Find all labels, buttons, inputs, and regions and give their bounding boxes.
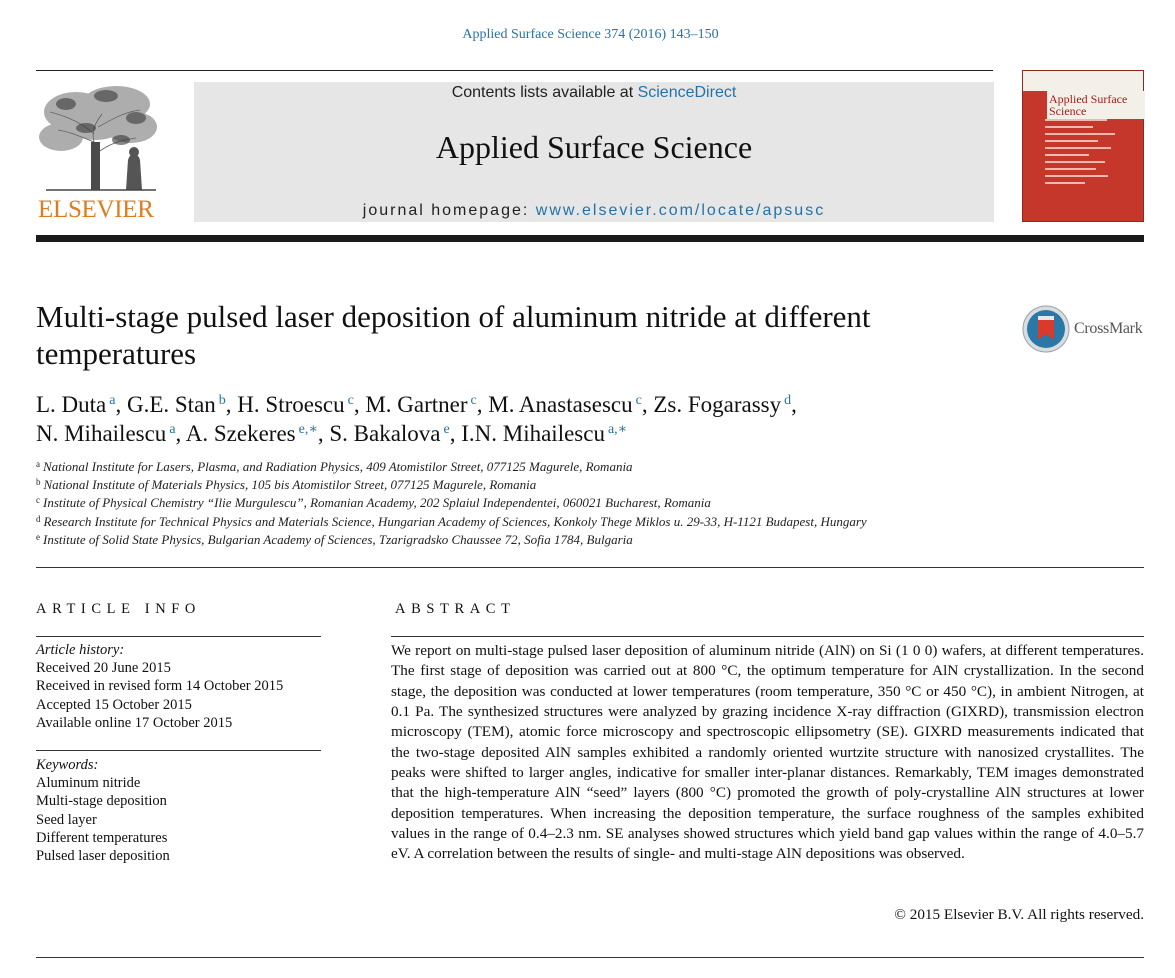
affiliation: $^d$ Research Institute for Technical Physics and Materials Science, Hungarian Academy of Sciences, Konkoly Thege Miklos u. 29-33, H-1121 Budapest, Hungary (36, 513, 867, 529)
journal-banner (194, 82, 994, 222)
homepage-prefix: journal homepage: (362, 202, 536, 219)
keyword: Aluminum nitride (36, 775, 141, 792)
cover-title: Applied Surface Science (1047, 91, 1145, 119)
affiliation: $^a$ National Institute for Lasers, Plasma, and Radiation Physics, 409 Atomistilor Street, 077125 Magurele, Romania (36, 459, 633, 474)
crossmark-icon[interactable] (1021, 304, 1071, 354)
keywords-rule (36, 750, 321, 751)
header-rule (36, 70, 993, 71)
keyword: Pulsed laser deposition (36, 848, 170, 865)
copyright-notice: © 2015 Elsevier B.V. All rights reserved. (894, 906, 1144, 923)
abstract-heading: ABSTRACT (395, 601, 516, 617)
homepage-line (194, 202, 994, 220)
article-title: Multi-stage pulsed laser deposition of aluminum nitride at different temperatures (36, 299, 871, 371)
author-list: L. Duta $^a$, G.E. Stan $^b$, H. Stroescu $^c$, M. Gartner $^c$, M. Anastasescu $^c$, Zs. Fogarassy $^d$, N. Mihailescu $^a$, A. Szekeres $^{e,∗}$, S. Bakalova $^e$, I.N. Mihailescu $^{a,∗}$ (36, 392, 797, 446)
history-item: Accepted 15 October 2015 (36, 696, 192, 713)
journal-homepage-link[interactable]: www.elsevier.com/locate/apsusc (535, 202, 826, 219)
cover-header-strip (1023, 71, 1143, 91)
author[interactable]: H. Stroescu $^c$ (237, 392, 354, 417)
keyword: Multi-stage deposition (36, 793, 167, 810)
history-label: Article history: (36, 642, 125, 658)
author[interactable]: I.N. Mihailescu $^{a,∗}$ (461, 421, 628, 446)
affiliation: $^b$ National Institute of Materials Physics, 105 bis Atomistilor Street, 077125 Magurele, Romania (36, 477, 537, 493)
article-info-rule (36, 636, 321, 637)
affiliation: $^e$ Institute of Solid State Physics, Bulgarian Academy of Sciences, Tzarigradsko Chaussee 72, Sofia 1784, Bulgaria (36, 531, 633, 547)
author[interactable]: L. Duta $^a$ (36, 392, 116, 417)
history-item: Received 20 June 2015 (36, 660, 171, 677)
journal-citation[interactable]: Applied Surface Science 374 (2016) 143–150 (462, 27, 719, 42)
sciencedirect-link[interactable]: ScienceDirect (637, 84, 737, 101)
keywords-label: Keywords: (36, 757, 99, 773)
crossmark-label[interactable]: CrossMark (1074, 320, 1143, 337)
author[interactable]: S. Bakalova $^e$ (329, 421, 450, 446)
author[interactable]: M. Gartner $^c$ (365, 392, 477, 417)
keyword: Seed layer (36, 811, 97, 828)
author[interactable]: N. Mihailescu $^a$ (36, 421, 176, 446)
author[interactable]: M. Anastasescu $^c$ (488, 392, 642, 417)
keyword: Different temperatures (36, 829, 168, 846)
abstract-text: We report on multi-stage pulsed laser deposition of aluminum nitride (AlN) on Si (1 0 0) wafers, at different temperatures. The first stage of deposition was carried out at 800 °C, the optimum temperature for AlN crystallization. In the second stage, the deposition was conducted at lower temperatures (room temperature, 350 °C or 450 °C), in ambient Nitrogen, at 0.1 Pa. The synthesized structures were analyzed by grazing incidence X-ray diffraction (GIXRD), transmission electron microscopy (TEM), atomic force microscopy and spectroscopic ellipsometry (SE). GIXRD measurements indicated that the two-stage deposited AlN samples exhibited a randomly oriented wurtzite structure with nanosized crystallites. The peaks were shifted to larger angles, indicative for smaller inter-planar distances. Remarkably, TEM images demonstrated that the high-temperature AlN “seed” layers (800 °C) promoted the growth of poly-crystalline AlN structures at lower deposition temperatures. When increasing the deposition temperature, the surface roughness of the samples exhibited values in the range of 0.4–2.3 nm. SE analyses showed structures which yield band gap values within the range of 4.0–5.7 eV. A correlation between the results of single- and multi-stage AlN depositions was observed. (391, 642, 1144, 863)
journal-cover-image[interactable] (1022, 70, 1144, 222)
contents-prefix: Contents lists available at (451, 84, 638, 101)
journal-title: Applied Surface Science (435, 129, 753, 165)
author[interactable]: Zs. Fogarassy $^d$ (653, 392, 792, 417)
keywords (36, 756, 336, 865)
author[interactable]: A. Szekeres $^{e,∗}$ (185, 421, 318, 446)
elsevier-wordmark: ELSEVIER (38, 196, 154, 223)
header-thick-rule (36, 235, 1144, 242)
article-history (36, 641, 336, 732)
author[interactable]: G.E. Stan $^b$ (126, 392, 226, 417)
history-item: Received in revised form 14 October 2015 (36, 678, 284, 695)
article-info-heading: ARTICLE INFO (36, 601, 202, 617)
cover-contents-lines (1045, 119, 1133, 189)
section-rule (36, 567, 1144, 568)
affiliation: $^c$ Institute of Physical Chemistry “Ilie Murgulescu”, Romanian Academy, 202 Splaiul Independentei, 060021 Bucharest, Romania (36, 495, 711, 511)
affiliation-list (36, 458, 1136, 549)
footer-rule (36, 957, 1144, 958)
contents-line (194, 84, 994, 102)
history-item: Available online 17 October 2015 (36, 714, 233, 731)
abstract-rule (391, 636, 1144, 637)
